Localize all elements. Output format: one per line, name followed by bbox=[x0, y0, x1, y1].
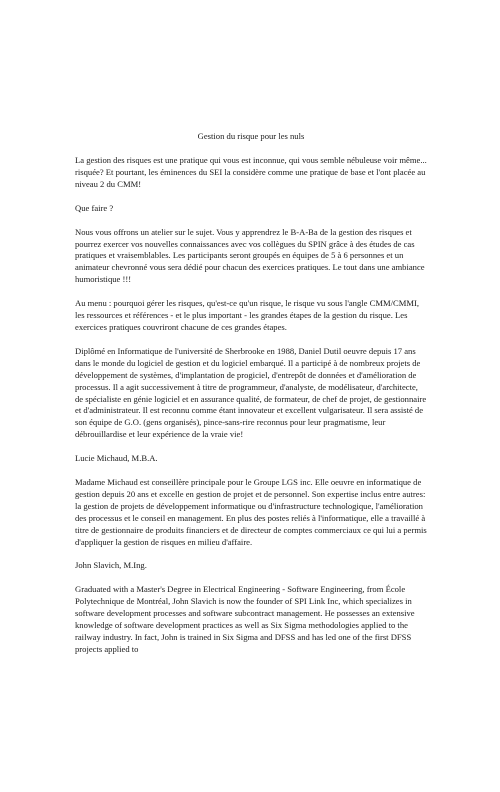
paragraph-workshop: Nous vous offrons un atelier sur le sujet. Vous y apprendrez le B-A-Ba de la gestion des risques et pourrez exercer vos nouvelles connaissances avec vos collègues du SPIN grâce à des études de cas pratiques et vraisemblables. Les participants seront groupés en équipes de 5 à 6 personnes et un animateur chevronné vous sera dédié pour chacun des exercices pratiques. Le tout dans une ambiance humoristique !!! bbox=[75, 226, 425, 285]
paragraph-name-michaud: Lucie Michaud, M.B.A. bbox=[75, 453, 158, 464]
paragraph-bio-slavich: Graduated with a Master's Degree in Electrical Engineering - Software Engineering, from École Polytechnique de Montréal, John Slavich is now the founder of SPI Link Inc, which specializes in software development processes and software subcontract management. He possesses an extensive knowledge of software development practices as well as Six Sigma methodologies applied to the railway industry. In fact, John is trained in Six Sigma and DFSS and has led one of the first DFSS projects applied to bbox=[75, 584, 415, 654]
paragraph-menu: Au menu : pourquoi gérer les risques, qu'est-ce qu'un risque, le risque vu sous l'angle CMM/CMMI, les ressources et références - et le plus important - les grandes étapes de la gestion du risque. Les exercices pratiques couvriront chacune de ces grandes étapes. bbox=[75, 298, 420, 332]
paragraph-bio-michaud: Madame Michaud est conseillère principale pour le Groupe LGS inc. Elle oeuvre en informatique de gestion depuis 20 ans et excelle en gestion de projet et de personnel. Son expertise inclus entre autres: la gestion de projets de développement informatique ou d'infrastructure technologique, l'amélioration des processus et le conseil en management. En plus des postes reliés à l'informatique, elle a travaillé à titre de gestionnaire de produits financiers et de directeur de comptes commerciaux ce qui lui a permis d'appliquer la gestion de risques en milieu d'affaire. bbox=[75, 477, 427, 547]
paragraph-bio-dutil: Diplômé en Informatique de l'université de Sherbrooke en 1988, Daniel Dutil oeuvre depuis 17 ans dans le monde du logiciel de gestion et du logiciel embarqué. Il a participé à de nombreux projets de développement de systèmes, d'implantation de progiciel, d'entrepôt de données et d'amélioration de processus. Il a agit successivement à titre de programmeur, d'analyste, de modélisateur, d'architecte, de spécialiste en génie logiciel et en assurance qualité, de formateur, de chef de projet, de gestionnaire et d'administrateur. Il est reconnu comme étant innovateur et excellent vulgarisateur. Il sera assisté de son équipe de G.O. (gens organisés), pince-sans-rire reconnus pour leur pragmatisme, leur débrouillardise et leur expérience de la vraie vie! bbox=[75, 345, 427, 440]
document-body bbox=[75, 131, 427, 668]
paragraph-question: Que faire ? bbox=[75, 202, 114, 213]
paragraph-name-slavich: John Slavich, M.Ing. bbox=[75, 560, 147, 571]
paragraph-intro: La gestion des risques est une pratique qui vous est inconnue, qui vous semble nébuleuse voir même... risquée? Et pourtant, les éminences du SEI la considère comme une pratique de base et l'ont placée au niveau 2 du CMM! bbox=[75, 155, 427, 189]
document-title: Gestion du risque pour les nuls bbox=[197, 131, 305, 141]
